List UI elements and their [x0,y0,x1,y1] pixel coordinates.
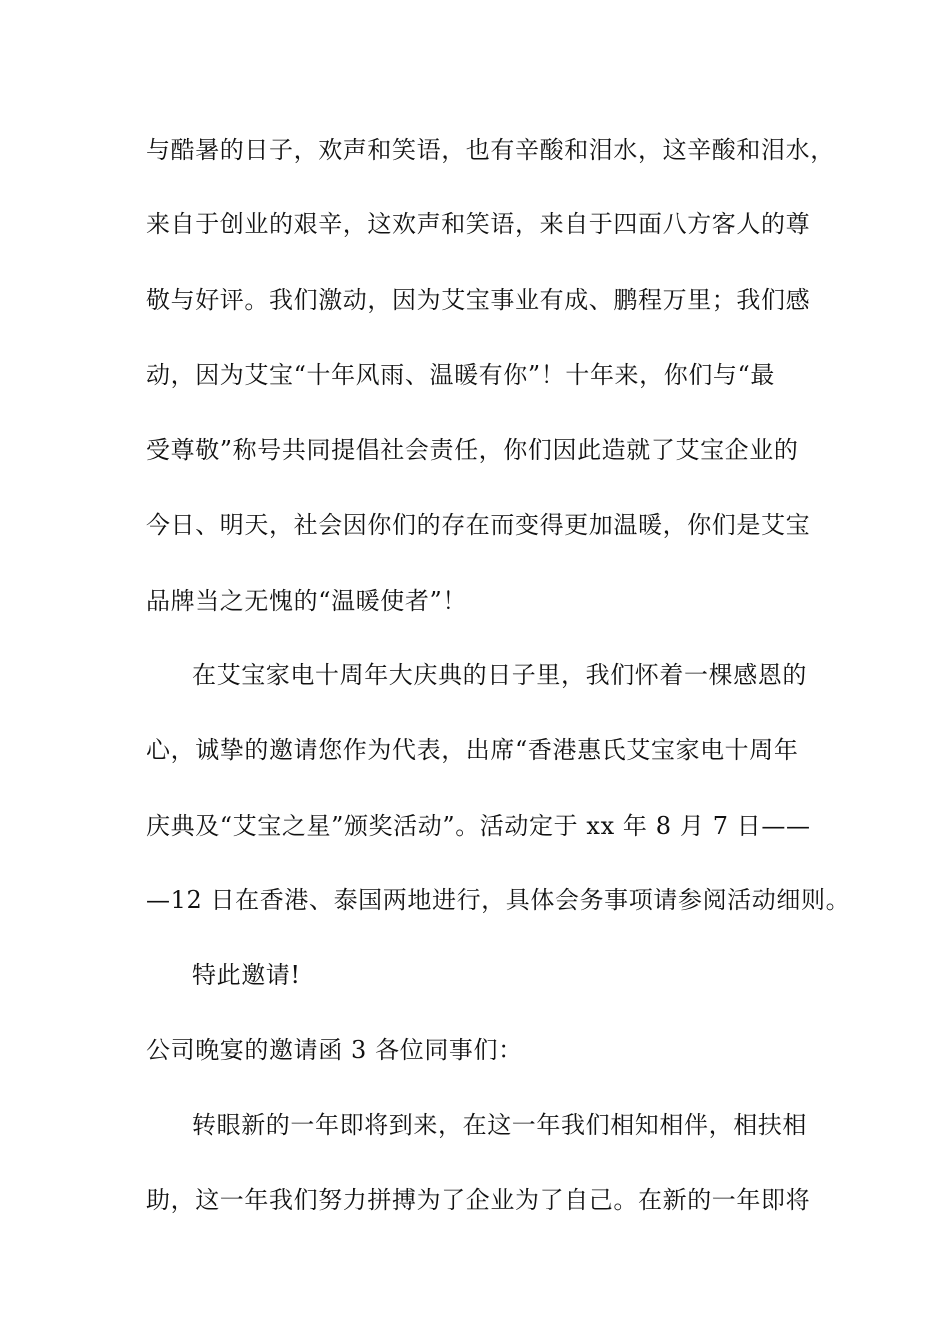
paragraph-line: 受尊敬”称号共同提倡社会责任，你们因此造就了艾宝企业的 [146,436,799,464]
paragraph-line: 动，因为艾宝“十年风雨、温暖有你”！十年来，你们与“最 [146,361,776,389]
paragraph-line: 与酷暑的日子，欢声和笑语，也有辛酸和泪水，这辛酸和泪水， [146,136,835,164]
paragraph-line: 心，诚挚的邀请您作为代表，出席“香港惠氏艾宝家电十周年 [146,736,799,764]
section-heading: 公司晚宴的邀请函 3 各位同事们： [146,1036,523,1064]
paragraph-line: 庆典及“艾宝之星”颁奖活动”。活动定于 xx 年 8 月 7 日—— [146,812,811,840]
paragraph-line: —12 日在香港、泰国两地进行，具体会务事项请参阅活动细则。 [146,886,851,914]
paragraph-line: 品牌当之无愧的“温暖使者”！ [146,587,467,615]
paragraph-line: 助，这一年我们努力拼搏为了企业为了自己。在新的一年即将 [146,1186,811,1214]
paragraph-line: 转眼新的一年即将到来，在这一年我们相知相伴，相扶相 [192,1111,807,1139]
closing-line: 特此邀请! [192,961,301,989]
paragraph-line: 敬与好评。我们激动，因为艾宝事业有成、鹏程万里；我们感 [146,286,811,314]
paragraph-line: 今日、明天，社会因你们的存在而变得更加温暖，你们是艾宝 [146,511,811,539]
paragraph-line: 在艾宝家电十周年大庆典的日子里，我们怀着一棵感恩的 [192,661,807,689]
paragraph-line: 来自于创业的艰辛，这欢声和笑语，来自于四面八方客人的尊 [146,210,811,238]
